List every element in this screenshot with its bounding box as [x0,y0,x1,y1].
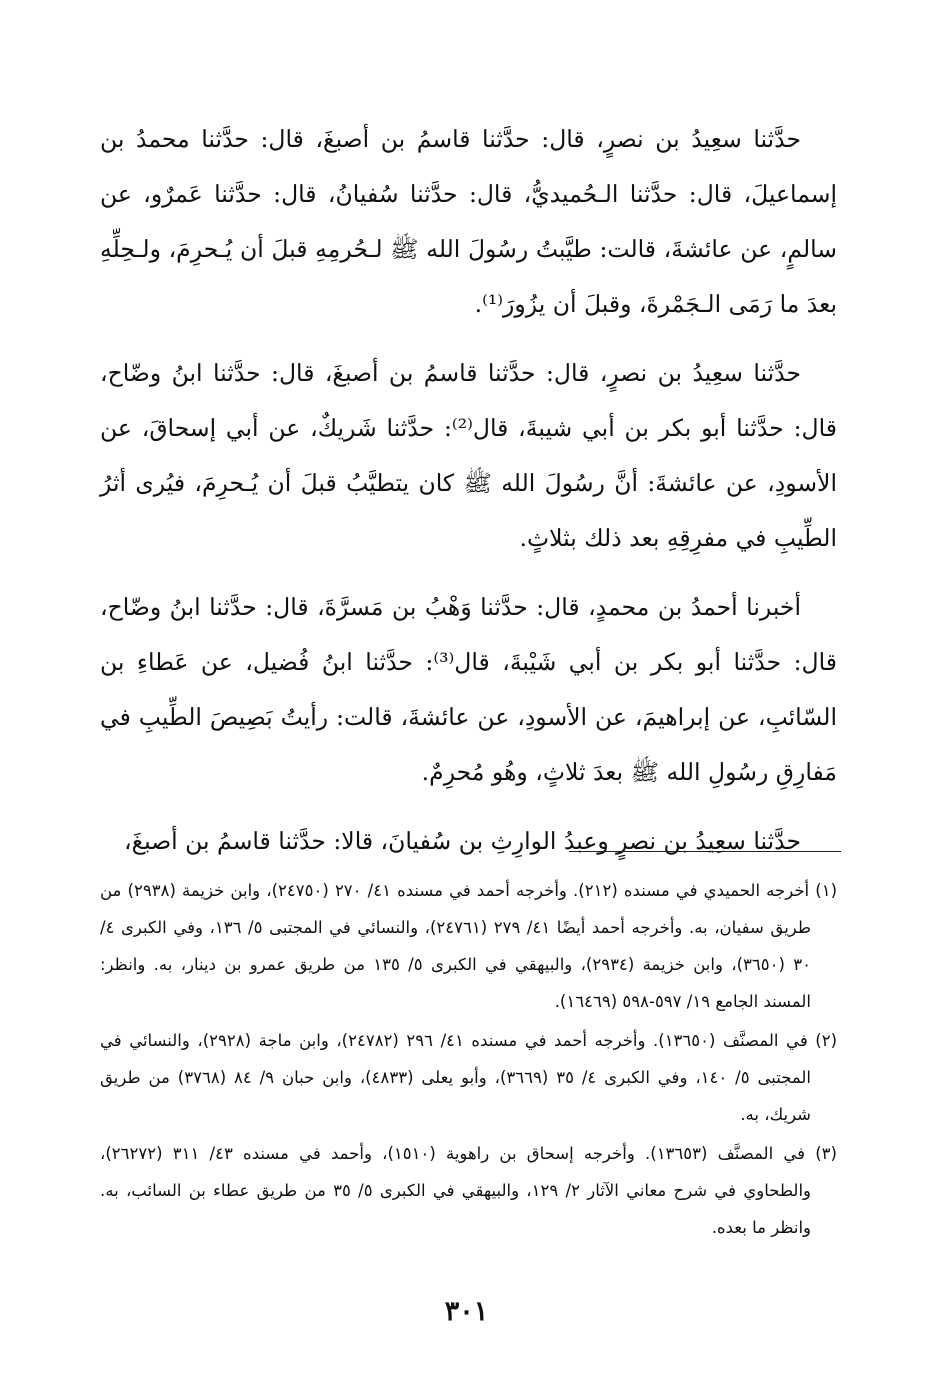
footnote-2: (٢) في المصنَّف (١٣٦٥٠). وأخرجه أحمد في مسنده ٤١/ ٢٩٦ (٢٤٧٨٢)، وابن ماجة (٢٩٢٨)، والنسائي في المجتبى ٥/ ١٤٠، وفي الكبرى ٤/ ٣٥ (٣٦٦٩)، وأبو يعلى (٤٨٣٣)، وابن حبان ٩/ ٨٤ (٣٧٦٨) من طريق شريك، به. [100,1031,838,1124]
page-number: ٣٠١ [444,1296,489,1327]
footnote-3: (٣) في المصنَّف (١٣٦٥٣). وأخرجه إسحاق بن راهوية (١٥١٠)، وأحمد في مسنده ٤٣/ ٣١١ (٢٦٢٧٢)، والطحاوي في شرح معاني الآثار ٢/ ١٢٩، والبيهقي في الكبرى ٥/ ٣٥ من طريق عطاء بن السائب، به. وانظر ما بعده. [100,1144,837,1237]
hadith-paragraph-2: حدَّثنا سعِيدُ بن نصرٍ، قال: حدَّثنا قاسمُ بن أصبغَ، قال: حدَّثنا ابنُ وضّاح، قال: حدَّثنا أبو بكر بن أبي شيبةَ، قال⁽²⁾: حدَّثنا شَريكٌ، عن أبي إسحاقَ، عن الأسودِ، عن عائشةَ: أنَّ رسُولَ الله ﷺ كان يتطيَّبُ قبلَ أن يُـحرِمَ، فيُرى أثرُ الطِّيبِ في مفرِقِهِ بعد ذلك بثلاثٍ. [100,359,837,552]
hadith-paragraph-1: حدَّثنا سعِيدُ بن نصرٍ، قال: حدَّثنا قاسمُ بن أصبغَ، قال: حدَّثنا محمدُ بن إسماعيلَ، قال: حدَّثنا الـحُميديُّ، قال: حدَّثنا سُفيانُ، قال: حدَّثنا عَمرٌو، عن سالمٍ، عن عائشةَ، قالت: طيَّبتُ رسُولَ الله ﷺ لـحُرمِهِ قبلَ أن يُـحرِمَ، ولـحِلِّهِ بعدَ ما رَمَى الـجَمْرةَ، وقبلَ أن يزُورَ⁽¹⁾. [100,125,837,318]
main-text [100,112,837,883]
footnotes [100,872,837,1248]
footnote-1: (١) أخرجه الحميدي في مسنده (٢١٢). وأخرجه أحمد في مسنده ٤١/ ٢٧٠ (٢٤٧٥٠)، وابن خزيمة (٢٩٣٨) من طريق سفيان، به. وأخرجه أحمد أيضًا ٤١/ ٢٧٩ (٢٤٧٦١)، والنسائي في المجتبى ٥/ ١٣٦، وفي الكبرى ٤/ ٣٠ (٣٦٥٠)، وابن خزيمة (٢٩٣٤)، والبيهقي في الكبرى ٥/ ١٣٥ من طريق عمرو بن دينار، به. وانظر: المسند الجامع ١٩/ ٥٩٧-٥٩٨ (١٦٤٦٩). [100,881,837,1011]
hadith-paragraph-3: أخبرنا أحمدُ بن محمدٍ، قال: حدَّثنا وَهْبُ بن مَسرَّةَ، قال: حدَّثنا ابنُ وضّاح، قال: حدَّثنا أبو بكر بن أبي شَيْبةَ، قال⁽³⁾: حدَّثنا ابنُ فُضيل، عن عَطاءِ بن السّائبِ، عن إبراهيمَ، عن الأسودِ، عن عائشةَ، قالت: رأيتُ بَصِيصَ الطِّيبِ في مَفارِقِ رسُولِ الله ﷺ بعدَ ثلاثٍ، وهُو مُحرِمٌ. [100,593,837,786]
footnote-divider [569,851,841,852]
hadith-paragraph-4: حدَّثنا سعِيدُ بن نصرٍ وعبدُ الوارِثِ بن سُفيانَ، قالا: حدَّثنا قاسمُ بن أصبغَ، [124,827,801,855]
